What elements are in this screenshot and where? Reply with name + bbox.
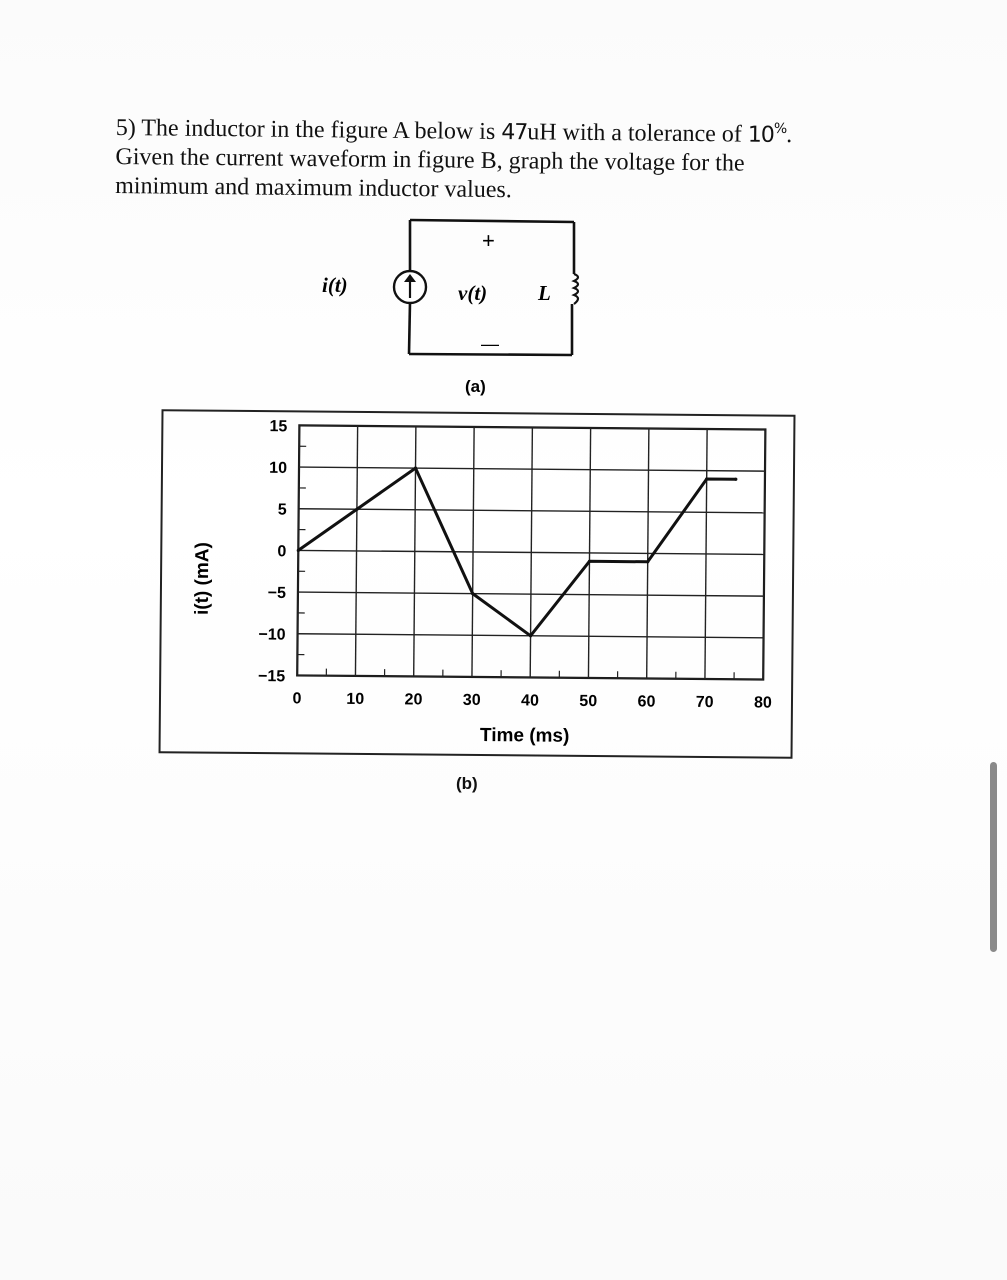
vertical-scrollbar[interactable] <box>990 762 997 952</box>
problem-text: uH with a tolerance of <box>527 119 748 148</box>
series-point <box>646 560 649 563</box>
problem-line-3: minimum and maximum inductor values. <box>115 172 512 204</box>
x-tick-label: 20 <box>404 691 423 709</box>
plus-sign: + <box>482 228 495 253</box>
inductor-coil-icon <box>574 274 578 304</box>
y-tick-label: −10 <box>258 626 286 644</box>
series-point <box>529 634 532 637</box>
figure-b-caption: (b) <box>456 774 478 793</box>
series-point <box>705 477 708 480</box>
chart-tick-labels <box>258 418 775 711</box>
series-point <box>471 592 474 595</box>
y-tick-label: 10 <box>269 459 288 477</box>
figure-a-caption: (a) <box>465 377 486 396</box>
series-point <box>414 466 417 469</box>
current-source-icon <box>394 271 426 303</box>
problem-period: . <box>786 122 793 149</box>
x-tick-label: 60 <box>637 693 656 711</box>
series-point <box>588 560 591 563</box>
left-wire-bottom <box>409 302 410 354</box>
x-tick-label: 40 <box>521 692 539 710</box>
series-point <box>734 478 737 481</box>
top-wire <box>410 220 574 222</box>
voltage-label: v(t) <box>458 281 488 305</box>
x-tick-label: 30 <box>462 691 481 710</box>
x-axis-label: Time (ms) <box>479 725 570 747</box>
series-point <box>297 549 300 552</box>
x-tick-label: 50 <box>579 692 598 711</box>
x-tick-label: 80 <box>754 694 772 712</box>
inductor-label: L <box>538 281 551 305</box>
y-tick-label: 5 <box>277 501 287 519</box>
handwritten-tolerance: 10 <box>747 122 774 148</box>
y-tick-label: −15 <box>257 668 286 686</box>
x-tick-label: 0 <box>292 690 302 708</box>
problem-line-2: Given the current waveform in figure B, graph the voltage for the <box>115 143 745 177</box>
chart-grid <box>297 425 765 679</box>
current-waveform-chart <box>150 405 810 765</box>
handwritten-percent: % <box>773 120 787 138</box>
y-tick-label: −5 <box>267 584 286 602</box>
y-axis-label: i(t) (mA) <box>191 542 214 616</box>
problem-statement <box>115 108 936 210</box>
circuit-figure-a <box>300 212 620 402</box>
y-tick-label: 0 <box>277 543 287 561</box>
problem-text: 5) The inductor in the figure A below is <box>115 114 502 146</box>
series-point <box>355 508 358 511</box>
x-tick-label: 10 <box>346 690 365 708</box>
x-tick-label: 70 <box>695 693 714 712</box>
minus-sign: — <box>481 334 499 354</box>
bottom-wire <box>409 354 572 355</box>
handwritten-inductance: 47 <box>501 120 528 146</box>
y-tick-label: 15 <box>269 418 288 436</box>
source-label: i(t) <box>322 273 348 297</box>
